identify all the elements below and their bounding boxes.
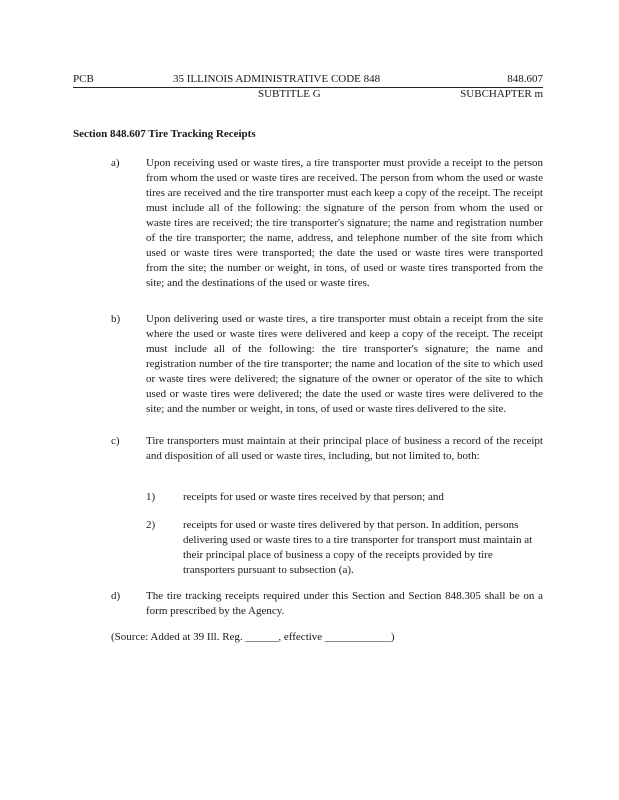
- subitem-label: 2): [146, 519, 156, 531]
- paragraph-text: Upon receiving used or waste tires, a tire transporter must provide a receipt to the person from whom the used or waste tires are received. The person from whom the used or waste tires are received and the tire transporter must each keep a copy of the receipt. The receipt must include all of the following: the signature of the person from whom the used or waste tires are received; the tire transporter's signature; the name and registration number of the tire transporter; the name, address, and telephone number of the site from which used or waste tires were transported; the date the used or waste tires were transported from the site; the number or weight, in tons, of used or waste tires transported from the site; and the destinations of the used or waste tires.: [146, 157, 543, 289]
- running-subheader: [73, 88, 543, 102]
- paragraph-label: d): [111, 590, 121, 602]
- running-header: [73, 73, 543, 88]
- header-agency: PCB: [73, 73, 94, 85]
- header-subtitle: SUBTITLE G: [258, 88, 321, 100]
- paragraph-label: a): [111, 157, 120, 169]
- source-note: (Source: Added at 39 Ill. Reg. ______, effective ____________): [111, 631, 395, 643]
- section-heading: Section 848.607 Tire Tracking Receipts: [73, 128, 256, 140]
- header-code-title: 35 ILLINOIS ADMINISTRATIVE CODE 848: [173, 73, 381, 85]
- paragraph-text: Tire transporters must maintain at their principal place of business a record of the receipt and disposition of all used or waste tires, including, but not limited to, both:: [146, 435, 543, 462]
- paragraph-label: c): [111, 435, 120, 447]
- header-subchapter: SUBCHAPTER m: [460, 88, 543, 100]
- paragraph-text: The tire tracking receipts required under this Section and Section 848.305 shall be on a form prescribed by the Agency.: [146, 590, 543, 617]
- header-section-number: 848.607: [507, 73, 543, 85]
- paragraph-label: b): [111, 313, 121, 325]
- paragraph-text: Upon delivering used or waste tires, a tire transporter must obtain a receipt from the site where the used or waste tires were delivered and keep a copy of the receipt. The receipt must include all of the following: the tire transporter's signature; the name and registration number of the tire transporter; the name and location of the site to which used or waste tires were delivered; the signature of the owner or operator of the site to which used or waste tires were delivered; the date the used or waste tires were delivered to the site; and the number or weight, in tons, of used or waste tires delivered to the site.: [146, 313, 543, 415]
- subitem-label: 1): [146, 491, 156, 503]
- subitem-text: receipts for used or waste tires delivered by that person. In addition, persons delivering used or waste tires to a tire transporter for transport must maintain at their principal place of business a copy of the receipts provided by tire transporters pursuant to subsection (a).: [183, 519, 533, 576]
- subitem-text: receipts for used or waste tires received by that person; and: [183, 491, 444, 503]
